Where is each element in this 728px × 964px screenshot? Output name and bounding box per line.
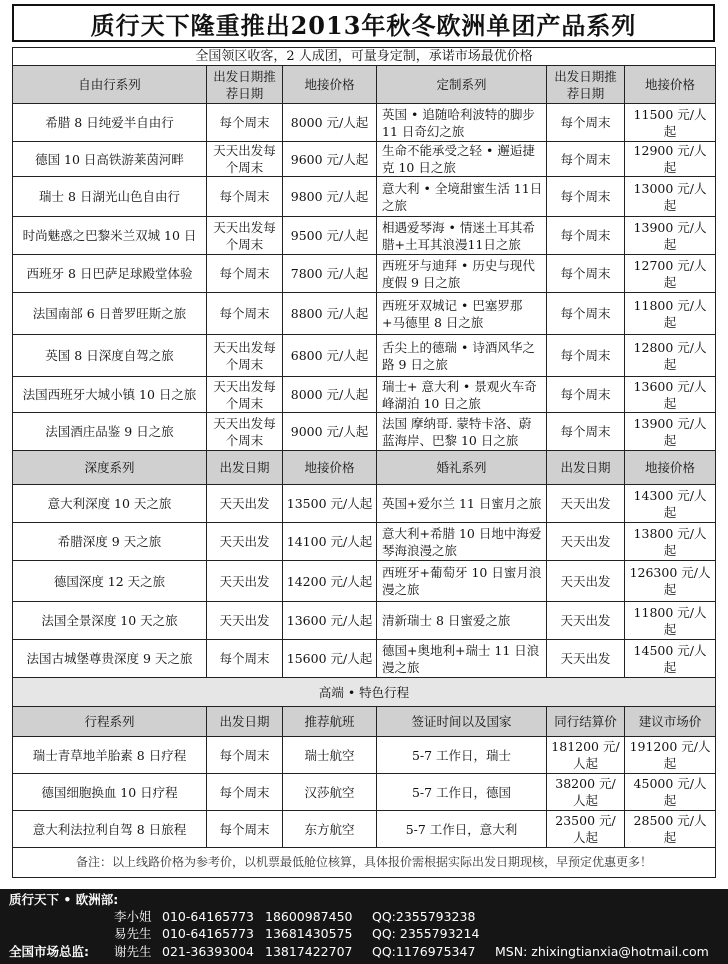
product-table — [12, 47, 716, 878]
departure-date: 每个周末 — [207, 293, 283, 335]
visa-info: 5-7 工作日，瑞士 — [377, 737, 547, 774]
tour-name: 法国酒庄品鉴 9 日之旅 — [13, 413, 207, 451]
airline: 汉莎航空 — [283, 774, 377, 811]
tour-name: 相遇爱琴海 • 情迷土耳其希腊+土耳其浪漫11日之旅 — [377, 217, 547, 255]
tour-name: 西班牙与迪拜 • 历史与现代度假 9 日之旅 — [377, 255, 547, 293]
tour-price: 6800 元/人起 — [283, 335, 377, 377]
departure-date: 天天出发 — [547, 640, 625, 678]
table-row — [13, 293, 716, 335]
table-row — [13, 485, 716, 523]
header-cell: 自由行系列 — [13, 66, 207, 104]
header-row-1 — [13, 66, 716, 104]
tour-price: 15600 元/人起 — [283, 640, 377, 678]
contact-phone[interactable]: 021-36393004 — [162, 944, 254, 959]
tour-name: 法国古城堡尊贵深度 9 天之旅 — [13, 640, 207, 678]
departure-date: 每个周末 — [547, 335, 625, 377]
tour-price: 11800 元/人起 — [625, 602, 716, 640]
tour-name: 意大利 • 全境甜蜜生活 11日之旅 — [377, 177, 547, 217]
note-text: 备注：以上线路价格为参考价，以机票最低舱位核算，具体报价需根据实际出发日期现核，早预定优惠更多！ — [13, 848, 716, 878]
header-row-2 — [13, 451, 716, 485]
market-price: 45000 元/人起 — [625, 774, 716, 811]
tour-price: 8000 元/人起 — [283, 104, 377, 142]
header-cell: 推荐航班 — [283, 707, 377, 737]
tour-name: 舌尖上的德瑞 • 诗酒风华之路 9 日之旅 — [377, 335, 547, 377]
settlement-price: 181200 元/人起 — [547, 737, 625, 774]
header-cell: 行程系列 — [13, 707, 207, 737]
banner-text: 全国领区收客，2 人成团，可量身定制，承诺市场最优价格 — [13, 48, 716, 66]
contact-name: 易先生 — [114, 926, 152, 941]
header-cell: 地接价格 — [283, 451, 377, 485]
table-row — [13, 177, 716, 217]
tour-name: 法国西班牙大城小镇 10 日之旅 — [13, 377, 207, 413]
header-cell: 婚礼系列 — [377, 451, 547, 485]
table-row — [13, 737, 716, 774]
table-row — [13, 217, 716, 255]
departure-date: 每个周末 — [547, 293, 625, 335]
tour-name: 英国+爱尔兰 11 日蜜月之旅 — [377, 485, 547, 523]
company-label: 质行天下 • 欧洲部: — [9, 892, 119, 907]
contact-mobile[interactable]: 18600987450 — [265, 909, 353, 924]
page-title: 质行天下隆重推出2013年秋冬欧洲单团产品系列 — [12, 4, 715, 42]
departure-date: 天天出发 — [207, 523, 283, 561]
market-price: 191200 元/人起 — [625, 737, 716, 774]
contact-phone[interactable]: 010-64165773 — [162, 926, 254, 941]
tour-price: 9000 元/人起 — [283, 413, 377, 451]
tour-name: 希腊深度 9 天之旅 — [13, 523, 207, 561]
header-cell: 出发日期推荐日期 — [547, 66, 625, 104]
header-cell: 签证时间以及国家 — [377, 707, 547, 737]
tour-name: 德国深度 12 天之旅 — [13, 561, 207, 602]
departure-date: 天天出发每个周末 — [207, 217, 283, 255]
header-cell: 出发日期 — [207, 451, 283, 485]
tour-name: 西班牙+葡萄牙 10 日蜜月浪漫之旅 — [377, 561, 547, 602]
product-table-body — [13, 48, 716, 878]
settlement-price: 23500 元/人起 — [547, 811, 625, 848]
contact-qq[interactable]: QQ: 2355793214 — [372, 926, 480, 941]
tour-price: 11800 元/人起 — [625, 293, 716, 335]
tour-name: 法国 摩纳哥. 蒙特卡洛、蔚蓝海岸、巴黎 10 日之旅 — [377, 413, 547, 451]
tour-price: 9500 元/人起 — [283, 217, 377, 255]
tour-name: 生命不能承受之轻 • 邂逅捷克 10 日之旅 — [377, 142, 547, 177]
header-cell: 地接价格 — [283, 66, 377, 104]
settlement-price: 38200 元/人起 — [547, 774, 625, 811]
departure-date: 每个周末 — [207, 255, 283, 293]
departure-date: 天天出发每个周末 — [207, 377, 283, 413]
departure-date: 每个周末 — [207, 640, 283, 678]
tour-price: 12900 元/人起 — [625, 142, 716, 177]
tour-name: 英国 8 日深度自驾之旅 — [13, 335, 207, 377]
departure-date: 每个周末 — [547, 177, 625, 217]
departure-date: 天天出发 — [547, 561, 625, 602]
contact-mobile[interactable]: 13817422707 — [265, 944, 353, 959]
departure-date: 每个周末 — [547, 104, 625, 142]
section-title-row — [13, 678, 716, 707]
departure-date: 每个周末 — [547, 377, 625, 413]
visa-info: 5-7 工作日，德国 — [377, 774, 547, 811]
table-row — [13, 774, 716, 811]
contact-name: 李小姐 — [114, 909, 152, 924]
table-row — [13, 255, 716, 293]
tour-price: 12700 元/人起 — [625, 255, 716, 293]
contact-role-label: 全国市场总监: — [9, 944, 89, 959]
contact-mobile[interactable]: 13681430575 — [265, 926, 353, 941]
table-row — [13, 377, 716, 413]
tour-name: 德国 10 日高铁游莱茵河畔 — [13, 142, 207, 177]
tour-name: 清新瑞士 8 日蜜爱之旅 — [377, 602, 547, 640]
section-title: 高端 • 特色行程 — [13, 678, 716, 707]
departure-date: 天天出发 — [207, 561, 283, 602]
header-cell: 出发日期 — [207, 707, 283, 737]
departure-date: 天天出发每个周末 — [207, 335, 283, 377]
contact-footer — [0, 889, 728, 964]
tour-name: 法国南部 6 日普罗旺斯之旅 — [13, 293, 207, 335]
tour-name: 瑞士 8 日湖光山色自由行 — [13, 177, 207, 217]
header-cell: 地接价格 — [625, 451, 716, 485]
departure-date: 每个周末 — [207, 737, 283, 774]
tour-price: 12800 元/人起 — [625, 335, 716, 377]
tour-price: 13900 元/人起 — [625, 217, 716, 255]
departure-date: 每个周末 — [207, 177, 283, 217]
tour-name: 德国+奥地利+瑞士 11 日浪漫之旅 — [377, 640, 547, 678]
tour-price: 8000 元/人起 — [283, 377, 377, 413]
header-cell: 定制系列 — [377, 66, 547, 104]
tour-price: 13500 元/人起 — [283, 485, 377, 523]
departure-date: 每个周末 — [547, 255, 625, 293]
table-row — [13, 561, 716, 602]
contact-phone[interactable]: 010-64165773 — [162, 909, 254, 924]
table-row — [13, 640, 716, 678]
tour-name: 希腊 8 日纯爱半自由行 — [13, 104, 207, 142]
tour-price: 13000 元/人起 — [625, 177, 716, 217]
contact-name: 谢先生 — [114, 944, 152, 959]
banner-row — [13, 48, 716, 66]
tour-price: 13600 元/人起 — [625, 377, 716, 413]
tour-price: 14300 元/人起 — [625, 485, 716, 523]
table-row — [13, 104, 716, 142]
departure-date: 天天出发 — [547, 523, 625, 561]
header-row-3 — [13, 707, 716, 737]
tour-price: 7800 元/人起 — [283, 255, 377, 293]
departure-date: 每个周末 — [547, 142, 625, 177]
tour-name: 瑞士+ 意大利 • 景观火车奇峰湖泊 10 日之旅 — [377, 377, 547, 413]
tour-price: 14100 元/人起 — [283, 523, 377, 561]
tour-price: 13800 元/人起 — [625, 523, 716, 561]
departure-date: 天天出发每个周末 — [207, 142, 283, 177]
header-cell: 同行结算价 — [547, 707, 625, 737]
table-row — [13, 335, 716, 377]
tour-price: 9600 元/人起 — [283, 142, 377, 177]
table-row — [13, 523, 716, 561]
tour-price: 9800 元/人起 — [283, 177, 377, 217]
airline: 瑞士航空 — [283, 737, 377, 774]
tour-price: 8800 元/人起 — [283, 293, 377, 335]
tour-name: 德国细胞换血 10 日疗程 — [13, 774, 207, 811]
tour-price: 14500 元/人起 — [625, 640, 716, 678]
tour-name: 英国 • 追随哈利波特的脚步 11 日奇幻之旅 — [377, 104, 547, 142]
departure-date: 天天出发 — [547, 485, 625, 523]
tour-name: 时尚魅惑之巴黎米兰双城 10 日 — [13, 217, 207, 255]
departure-date: 每个周末 — [547, 217, 625, 255]
table-row — [13, 142, 716, 177]
header-cell: 出发日期 — [547, 451, 625, 485]
departure-date: 天天出发 — [547, 602, 625, 640]
header-cell: 深度系列 — [13, 451, 207, 485]
departure-date: 天天出发每个周末 — [207, 413, 283, 451]
header-cell: 建议市场价 — [625, 707, 716, 737]
departure-date: 天天出发 — [207, 602, 283, 640]
header-cell: 地接价格 — [625, 66, 716, 104]
departure-date: 天天出发 — [207, 485, 283, 523]
tour-name: 瑞士青草地羊胎素 8 日疗程 — [13, 737, 207, 774]
tour-name: 西班牙双城记 • 巴塞罗那+马德里 8 日之旅 — [377, 293, 547, 335]
departure-date: 每个周末 — [207, 811, 283, 848]
tour-name: 意大利深度 10 天之旅 — [13, 485, 207, 523]
contact-qq[interactable]: QQ:1176975347 — [372, 944, 476, 959]
table-row — [13, 413, 716, 451]
tour-price: 14200 元/人起 — [283, 561, 377, 602]
msn-contact[interactable]: MSN: zhixingtianxia@hotmail.com — [495, 944, 709, 959]
airline: 东方航空 — [283, 811, 377, 848]
tour-name: 西班牙 8 日巴萨足球殿堂体验 — [13, 255, 207, 293]
market-price: 28500 元/人起 — [625, 811, 716, 848]
note-row — [13, 848, 716, 878]
tour-price: 126300 元/人起 — [625, 561, 716, 602]
header-cell: 出发日期推荐日期 — [207, 66, 283, 104]
tour-name: 意大利法拉利自驾 8 日旅程 — [13, 811, 207, 848]
tour-name: 意大利+希腊 10 日地中海爱琴海浪漫之旅 — [377, 523, 547, 561]
contact-qq[interactable]: QQ:2355793238 — [372, 909, 476, 924]
departure-date: 每个周末 — [547, 413, 625, 451]
departure-date: 每个周末 — [207, 104, 283, 142]
visa-info: 5-7 工作日，意大利 — [377, 811, 547, 848]
tour-price: 11500 元/人起 — [625, 104, 716, 142]
tour-name: 法国全景深度 10 天之旅 — [13, 602, 207, 640]
departure-date: 每个周末 — [207, 774, 283, 811]
tour-price: 13900 元/人起 — [625, 413, 716, 451]
table-row — [13, 602, 716, 640]
tour-price: 13600 元/人起 — [283, 602, 377, 640]
table-row — [13, 811, 716, 848]
